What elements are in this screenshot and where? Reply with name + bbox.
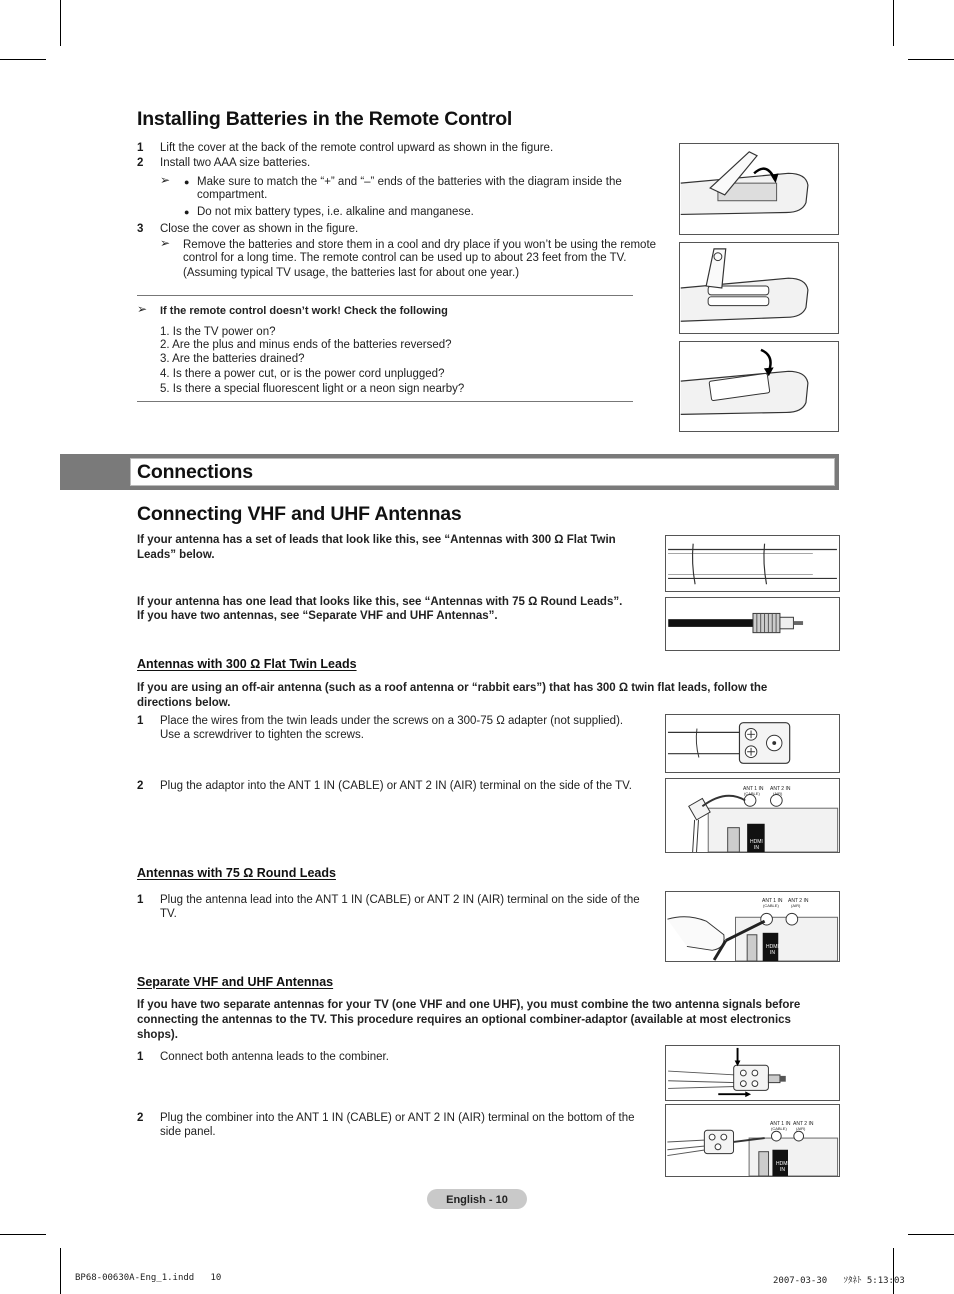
divider (137, 295, 633, 296)
page-number-pill (427, 1189, 527, 1209)
ant1-label: ANT 1 IN (762, 898, 783, 904)
crop-mark (0, 59, 46, 60)
coax-illustration (666, 598, 839, 650)
flat-twin-lead-figure (665, 535, 840, 592)
step-number: 1 (137, 142, 144, 154)
crop-mark (908, 59, 954, 60)
hdmi-label: HDMI (766, 944, 779, 950)
tv-panel-illustration (666, 1105, 839, 1176)
section-separate-step-2-cont: side panel. (160, 1126, 216, 1138)
section-300-step-1: Place the wires from the twin leads under the screws on a 300-75 Ω adapter (not supplied). (160, 715, 624, 727)
section-300-step-2: Plug the adaptor into the ANT 1 IN (CABLE) or ANT 2 IN (AIR) terminal on the side of the TV. (160, 780, 632, 792)
section-75-step-1: Plug the antenna lead into the ANT 1 IN (CABLE) or ANT 2 IN (AIR) terminal on the side of the (160, 894, 640, 906)
step-number: 1 (137, 1051, 144, 1063)
intro-round-lead: If your antenna has one lead that looks like this, see “Antennas with 75 Ω Round Leads”. (137, 596, 623, 608)
ant2-label: ANT 2 IN (788, 898, 809, 904)
battery-note-line: control for a long time. The remote control can be used up to about 23 feet from the TV. (183, 252, 627, 264)
combiner-illustration (666, 1046, 839, 1100)
battery-step-3: Close the cover as shown in the figure. (160, 223, 359, 235)
adapter-illustration (666, 715, 839, 772)
page-number: English - 10 (446, 1194, 508, 1206)
check-title: If the remote control doesn’t work! Check the following (160, 305, 448, 317)
ant1-label: ANT 1 IN (770, 1121, 791, 1127)
round-lead-figure (665, 597, 840, 651)
battery-bullet-2: Do not mix battery types, i.e. alkaline and manganese. (197, 206, 474, 218)
check-item: 3. Are the batteries drained? (160, 353, 305, 365)
print-timestamp: 2007-03-30 ｿﾀﾈﾄ 5:13:03 (773, 1276, 905, 1286)
section-separate-step-2: Plug the combiner into the ANT 1 IN (CABLE) or ANT 2 IN (AIR) terminal on the bottom of the (160, 1112, 635, 1124)
ant2-sub-label: (AIR) (796, 1126, 806, 1131)
section-separate-step-1: Connect both antenna leads to the combiner. (160, 1051, 389, 1063)
crop-mark (0, 1234, 46, 1235)
section-300-step-1-cont: Use a screwdriver to tighten the screws. (160, 729, 364, 741)
hdmi-label: HDMI (750, 839, 763, 845)
battery-step-2: Install two AAA size batteries. (160, 157, 311, 169)
battery-note-line: (Assuming typical TV usage, the batteries last for about one year.) (183, 267, 520, 279)
connections-title: Connections (137, 461, 253, 483)
check-item: 4. Is there a power cut, or is the power cord unplugged? (160, 368, 445, 380)
hdmi-in-label: IN (780, 1167, 785, 1173)
battery-bullet-1: Make sure to match the “+” and “–” ends of the batteries with the diagram inside the (197, 176, 622, 188)
section-300-ohm-intro-cont: directions below. (137, 697, 231, 709)
crop-mark (893, 1248, 894, 1294)
check-item: 1. Is the TV power on? (160, 326, 276, 338)
remote-illustration (680, 144, 838, 234)
crop-mark (893, 0, 894, 46)
battery-bullet-1-cont: compartment. (197, 189, 268, 201)
note-arrow-icon: ➢ (160, 173, 171, 187)
note-arrow-icon: ➢ (160, 236, 171, 250)
step-number: 3 (137, 223, 144, 235)
step-number: 1 (137, 715, 144, 727)
intro-round-lead-cont: If you have two antennas, see “Separate VHF and UHF Antennas”. (137, 610, 498, 622)
intro-flat-leads-cont: Leads” below. (137, 549, 215, 561)
remote-insert-batteries-figure (679, 242, 839, 334)
section-75-ohm-title: Antennas with 75 Ω Round Leads (137, 866, 336, 880)
tv-terminal-coax-figure (665, 891, 840, 962)
tv-terminal-combiner-figure (665, 1104, 840, 1177)
step-number: 1 (137, 894, 144, 906)
combiner-figure (665, 1045, 840, 1101)
tv-terminal-adapter-figure (665, 778, 840, 853)
hdmi-label: HDMI (776, 1161, 789, 1167)
ant2-label: ANT 2 IN (770, 786, 791, 792)
step-number: 2 (137, 780, 144, 792)
ant1-sub-label: (CABLE) (763, 903, 779, 908)
section-300-ohm-title: Antennas with 300 Ω Flat Twin Leads (137, 657, 357, 671)
battery-step-1: Lift the cover at the back of the remote control upward as shown in the figure. (160, 142, 554, 154)
battery-note-line: Remove the batteries and store them in a cool and dry place if you won’t be using the remote (183, 239, 657, 251)
remote-illustration (680, 243, 838, 333)
crop-mark (908, 1234, 954, 1235)
remote-illustration (680, 342, 838, 431)
section-separate-intro: If you have two separate antennas for your TV (one VHF and one UHF), you must combine the two antenna signals before (137, 999, 801, 1011)
twin-lead-illustration (666, 536, 839, 591)
hdmi-in-label: IN (754, 845, 759, 851)
ant2-sub-label: (AIR) (791, 903, 801, 908)
batteries-title: Installing Batteries in the Remote Control (137, 108, 513, 130)
step-number: 2 (137, 1112, 144, 1124)
remote-cover-closed-figure (679, 341, 839, 432)
note-arrow-icon: ➢ (137, 302, 148, 316)
intro-flat-leads: If your antenna has a set of leads that look like this, see “Antennas with 300 Ω Flat Twin (137, 534, 616, 546)
section-300-ohm-intro: If you are using an off-air antenna (such as a roof antenna or “rabbit ears”) that has 300 Ω twin flat leads, follow the (137, 682, 768, 694)
section-separate-title: Separate VHF and UHF Antennas (137, 975, 334, 989)
tv-panel-illustration (666, 892, 839, 961)
crop-mark (60, 1248, 61, 1294)
ant1-label: ANT 1 IN (743, 786, 764, 792)
section-separate-intro-cont: shops). (137, 1029, 178, 1041)
ant2-sub-label: (AIR) (773, 791, 783, 796)
ant1-sub-label: (CABLE) (744, 791, 760, 796)
section-separate-intro-cont: connecting the antennas to the TV. This procedure requires an optional combiner-adaptor (available at most electronics (137, 1014, 791, 1026)
bullet-icon: ● (184, 177, 190, 187)
ant2-label: ANT 2 IN (793, 1121, 814, 1127)
antennas-title: Connecting VHF and UHF Antennas (137, 503, 462, 525)
step-number: 2 (137, 157, 144, 169)
check-item: 5. Is there a special fluorescent light or a neon sign nearby? (160, 383, 465, 395)
ant1-sub-label: (CABLE) (771, 1126, 787, 1131)
bullet-icon: ● (184, 207, 190, 217)
crop-mark (60, 0, 61, 46)
adapter-figure (665, 714, 840, 773)
print-file-name: BP68-00630A-Eng_1.indd 10 (75, 1273, 222, 1283)
check-item: 2. Are the plus and minus ends of the batteries reversed? (160, 339, 452, 351)
section-75-step-1-cont: TV. (160, 908, 177, 920)
divider (137, 401, 633, 402)
remote-cover-open-figure (679, 143, 839, 235)
hdmi-in-label: IN (770, 950, 775, 956)
